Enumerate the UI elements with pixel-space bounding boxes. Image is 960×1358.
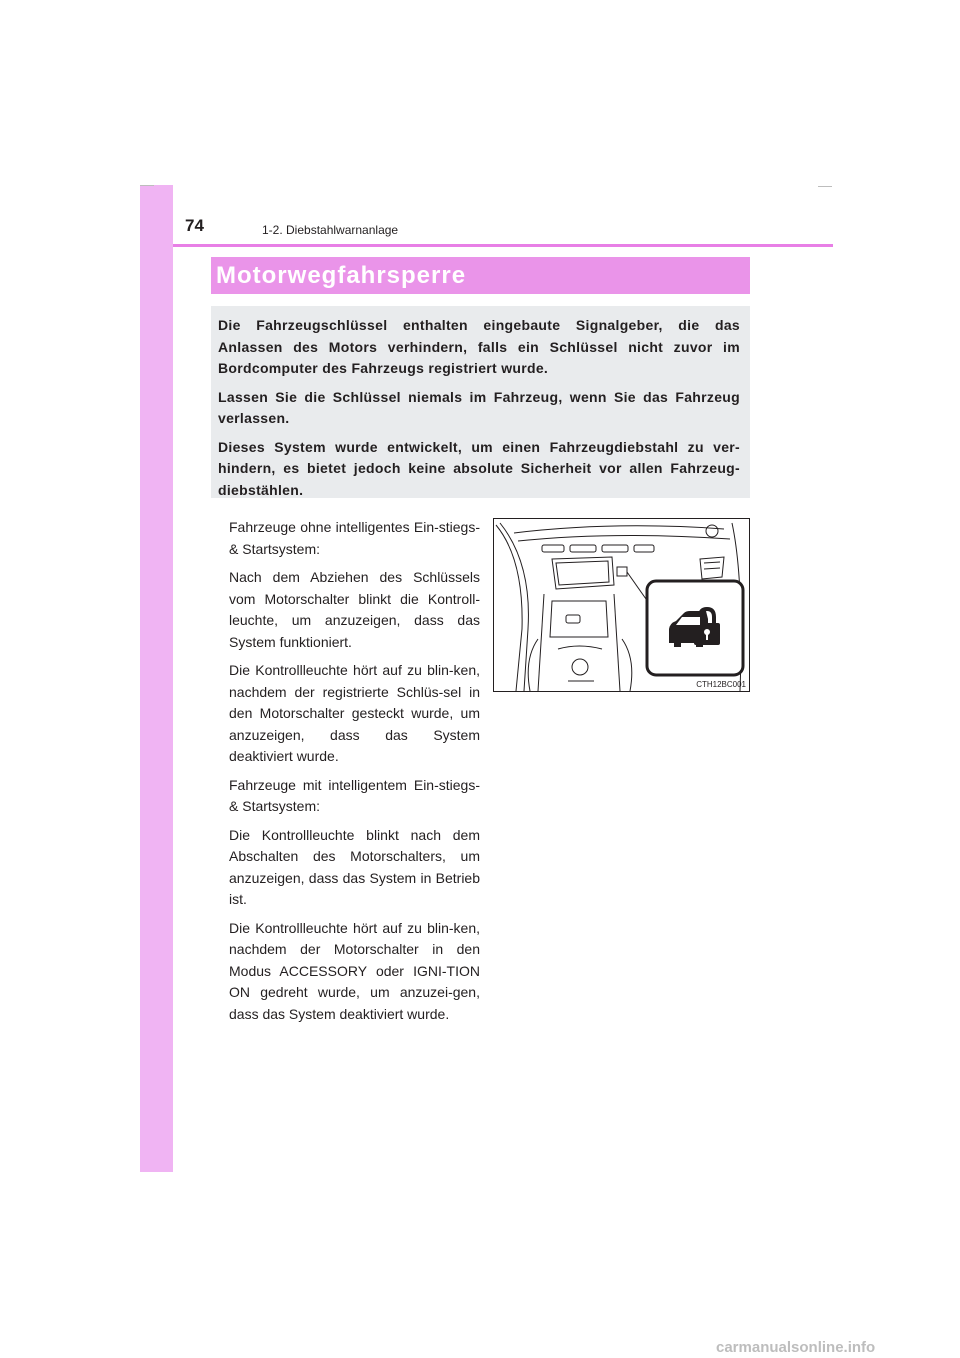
body-paragraph: Die Kontrollleuchte hört auf zu blin-ken, nachdem der Motorschalter in den Modus ACCESSORY oder IGNI-TION ON gedreht wurde, um anzuzei-gen, dass das System deaktiviert wurde. (229, 919, 480, 1022)
body-paragraph: Fahrzeuge mit intelligentem Ein-stiegs- & Startsystem: (229, 776, 480, 814)
security-indicator-car-lock-icon (494, 519, 750, 692)
body-paragraph: Nach dem Abziehen des Schlüssels vom Motorschalter blinkt die Kontroll-leuchte, um anzuzeigen, dass das System funktioniert. (229, 569, 480, 650)
body-paragraph: Fahrzeuge ohne intelligentes Ein-stiegs- & Startsystem: (229, 519, 480, 557)
page-number: 74 (185, 216, 204, 235)
intro-paragraph: Dieses System wurde entwickelt, um einen Fahrzeugdiebstahl zu ver-hindern, es bietet jedoch keine absolute Sicherheit vor allen Fahrzeug-diebstählen. (218, 438, 740, 498)
intro-box (211, 306, 750, 498)
body-paragraph: Die Kontrollleuchte blinkt nach dem Abschalten des Motorschalters, um anzuzeigen, dass das System in Betrieb ist. (229, 826, 480, 907)
body-text-column (229, 517, 480, 1032)
crop-mark-right (818, 186, 832, 187)
intro-paragraph: Lassen Sie die Schlüssel niemals im Fahrzeug, wenn Sie das Fahrzeug verlassen. (218, 388, 740, 426)
watermark: carmanualsonline.info (716, 1339, 876, 1356)
figure-code: CTH12BC001 (696, 680, 746, 689)
section-title: 1-2. Diebstahlwarnanlage (262, 223, 399, 237)
intro-paragraph: Die Fahrzeugschlüssel enthalten eingebaute Signalgeber, die das Anlassen des Motors verhindern, falls ein Schlüssel nicht zuvor im Bordcomputer des Fahrzeugs registriert wurde. (218, 317, 740, 376)
header-rule (173, 244, 833, 247)
crop-mark-left (140, 185, 154, 186)
chapter-sidebar-tab (140, 185, 173, 1172)
page-heading: Motorwegfahrsperre (216, 262, 467, 289)
dashboard-illustration (493, 518, 750, 692)
body-paragraph: Die Kontrollleuchte hört auf zu blin-ken, nachdem der registrierte Schlüs-sel in den Motorschalter gesteckt wurde, um anzuzeigen, dass das System deaktiviert wurde. (229, 662, 480, 764)
